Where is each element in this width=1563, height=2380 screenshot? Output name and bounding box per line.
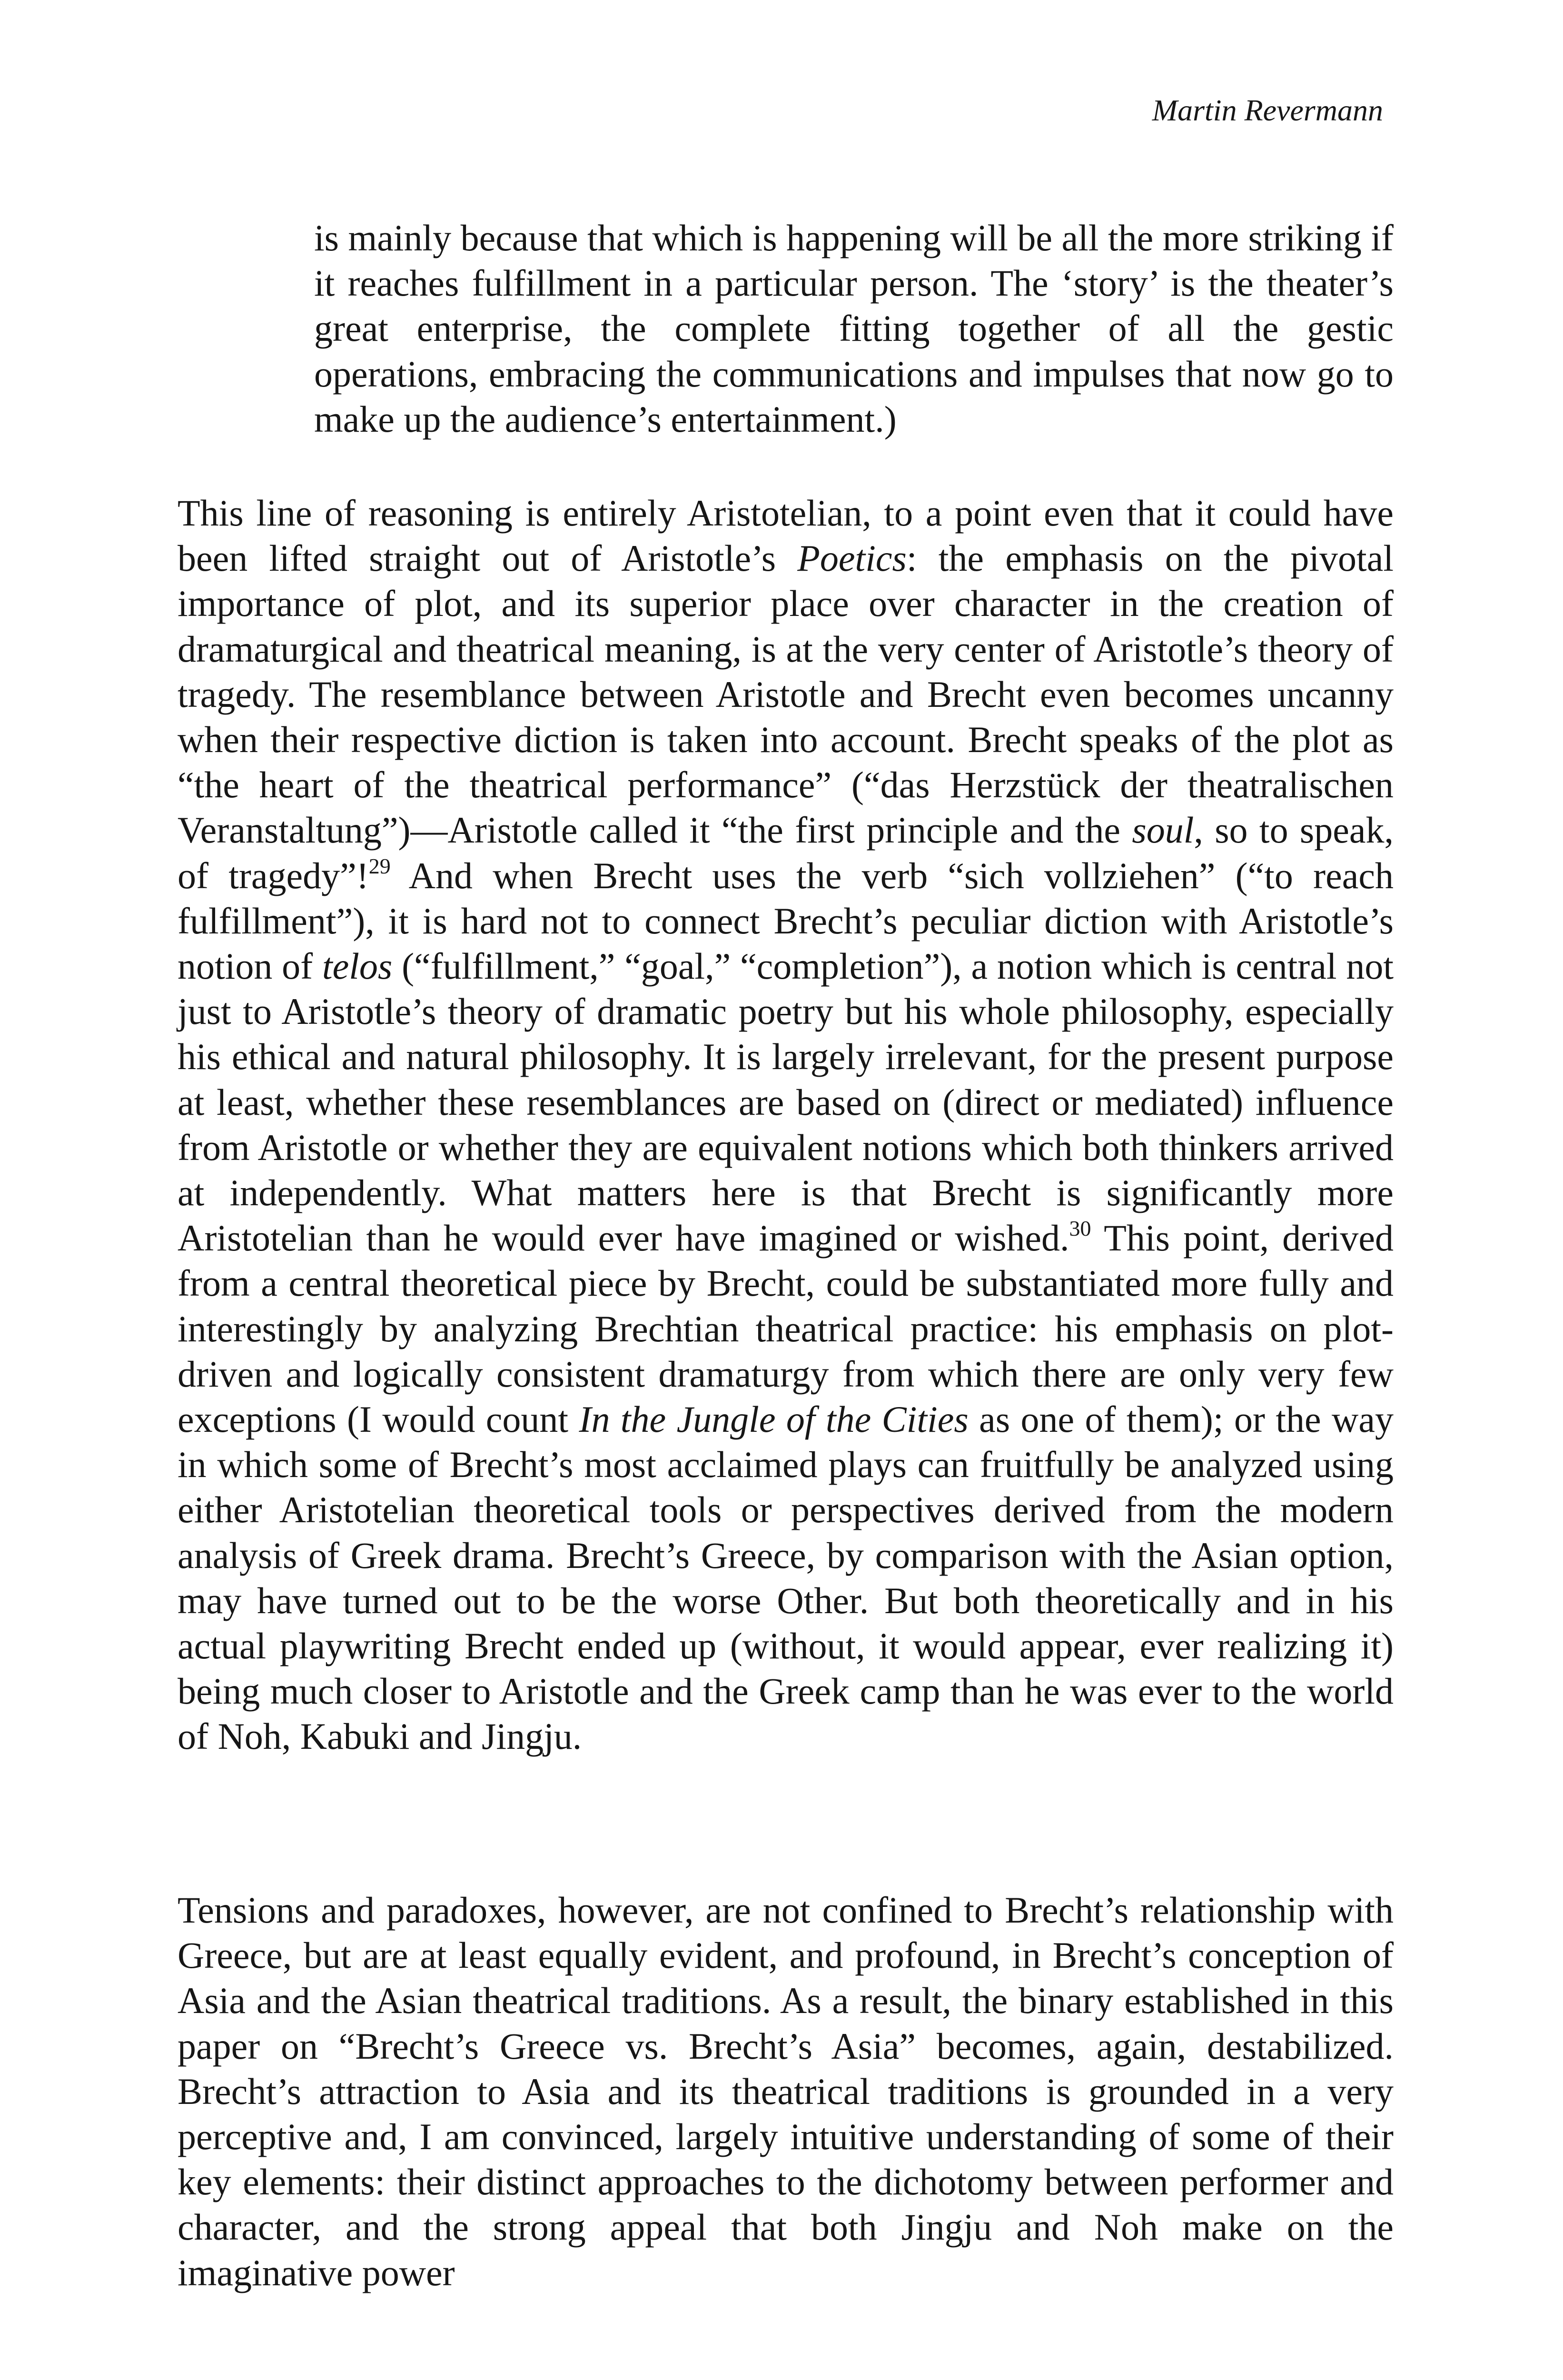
- italic-word-soul: soul: [1132, 809, 1194, 851]
- block-quote: is mainly because that which is happening will be all the more striking if it reaches fulfillment in a particular person. The ‘story’ is the theater’s great enterprise, the complete fitting together of all the gestic operations, embracing the communications and impulses that now go to make up the audience’s entertainment.): [314, 217, 1394, 440]
- italic-word-telos: telos: [322, 945, 393, 987]
- italic-title-poetics: Poetics: [797, 537, 907, 579]
- footnote-ref-29: 29: [368, 853, 391, 878]
- text-segment: as one of them); or the way in which some of Brecht’s most acclaimed plays can fruitfully be analyzed using either Aristotelian theoretical tools or perspectives derived from the modern analysis of Greek drama. Brecht’s Greece, by comparison with the Asian option, may have turned out to be the worse Other. But both theoretically and in his actual playwriting Brecht ended up (without, it would appear, ever realizing it) being much closer to Aristotle and the Greek camp than he was ever to the world of Noh, Kabuki and Jingju.: [178, 1398, 1394, 1757]
- text-segment: This point, derived from a central theoretical piece by Brecht, could be substantiated more fully and interestingly by analyzing Brechtian theatrical practice: his emphasis on plot-driven and logically consistent dramaturgy from which there are only very few exceptions (I would count: [178, 1217, 1394, 1440]
- italic-title-jungle: In the Jungle of the Cities: [579, 1398, 969, 1440]
- text-segment: And when Brecht uses the verb “sich vollziehen” (“to reach fulfillment”), it is hard not to connect Brecht’s peculiar diction with Aristotle’s notion of: [178, 854, 1394, 987]
- text-segment: : the emphasis on the pivotal importance of plot, and its superior place over character in the creation of dramaturgical and theatrical meaning, is at the very center of Aristotle’s theory of tragedy. The resemblance between Aristotle and Brecht even becomes uncanny when their respective diction is taken into account. Brecht speaks of the plot as “the heart of the theatrical performance” (“das Herzstück der theatralischen Veranstaltung”)—Aristotle called it “the first principle and the: [178, 537, 1394, 851]
- text-segment: This line of reasoning is entirely Aristotelian, to a point even that it could have been lifted straight out of Aristotle’s: [178, 492, 1394, 579]
- running-head: Martin Revermann: [1152, 93, 1383, 127]
- body-paragraph-2: Tensions and paradoxes, however, are not confined to Brecht’s relationship with Greece, but are at least equally evident, and profound, in Brecht’s conception of Asia and the Asian theatrical traditions. As a result, the binary established in this paper on “Brecht’s Greece vs. Brecht’s Asia” becomes, again, destabilized. Brecht’s attraction to Asia and its theatrical traditions is grounded in a very perceptive and, I am convinced, largely intuitive understanding of some of their key elements: their distinct approaches to the dichotomy between performer and character, and the strong appeal that both Jingju and Noh make on the imaginative power: [178, 1889, 1394, 2293]
- body-paragraph-1: [178, 490, 1394, 1759]
- footnote-ref-30: 30: [1069, 1216, 1091, 1241]
- text-segment: , so to speak, of tragedy”!: [178, 809, 1394, 896]
- text-segment: (“fulfillment,” “goal,” “completion”), a notion which is central not just to Aristotle’s theory of dramatic poetry but his whole philosophy, especially his ethical and natural philosophy. It is largely irrelevant, for the present purpose at least, whether these resemblances are based on (direct or mediated) influence from Aristotle or whether they are equivalent notions which both thinkers arrived at independently. What matters here is that Brecht is significantly more Aristotelian than he would ever have imagined or wished.: [178, 945, 1394, 1259]
